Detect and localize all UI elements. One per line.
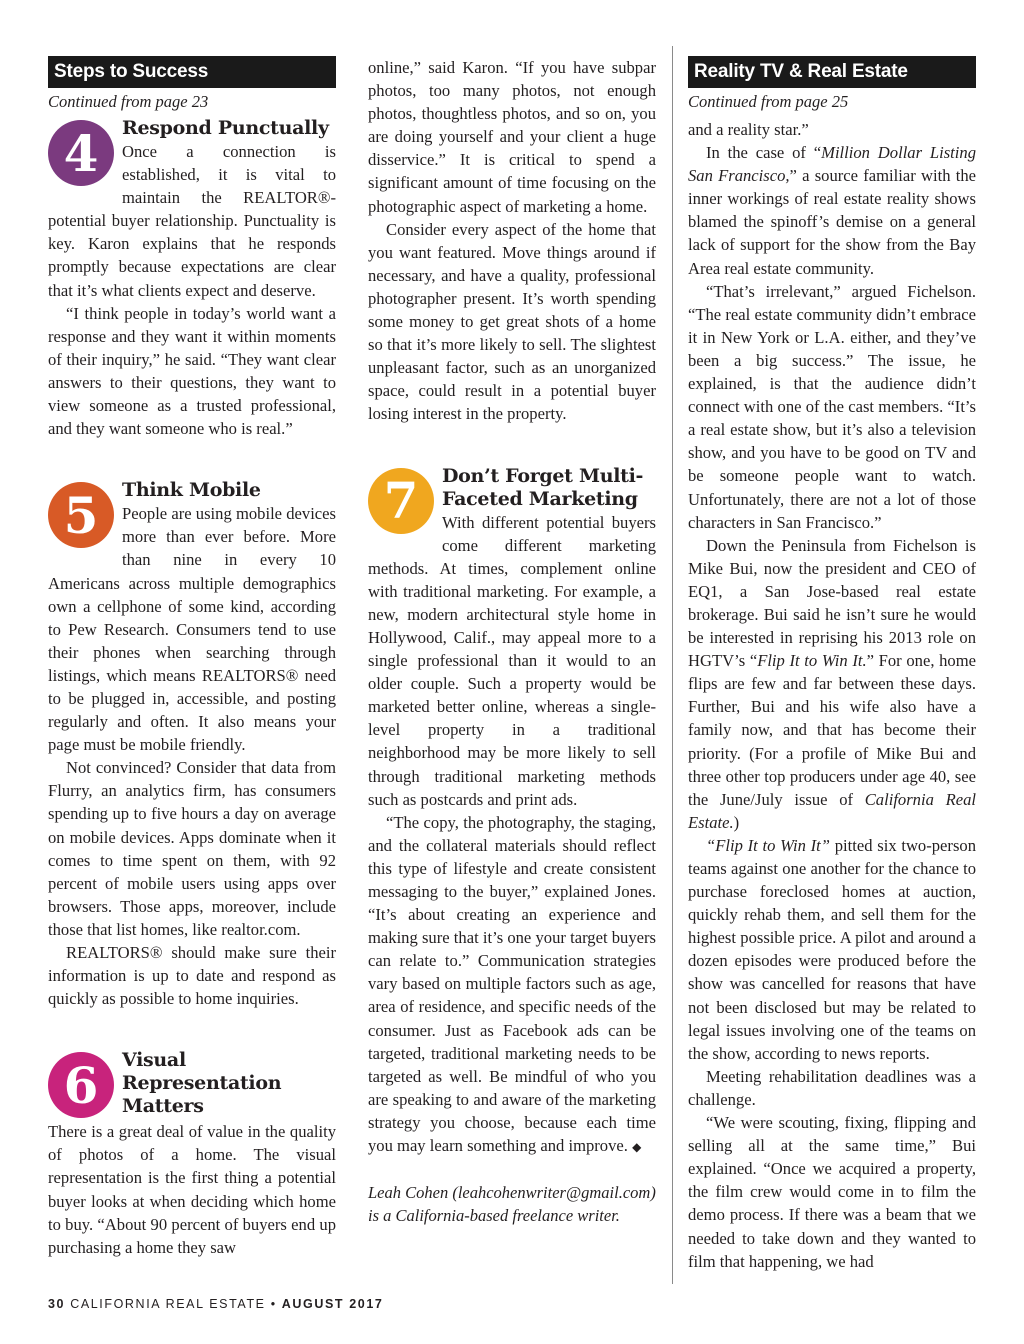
column-right — [688, 56, 976, 1273]
right-paragraph-2 — [688, 141, 976, 280]
column-middle — [368, 56, 656, 1227]
step-6-paragraph-1: There is a great deal of value in the quality of photos of a home. The visual representation is the first thing a potential buyer looks at when deciding which home to buy. “About 90 percent of buyers end up purchasing a home they saw — [48, 1122, 336, 1257]
continued-note: Continued from page 25 — [688, 92, 849, 111]
step-5-paragraph-1: People are using mobile devices more than ever before. More than nine in every 10 Americans across multiple demographics own a cellphone of some kind, according to Pew Research. Consumers tend to use their phones when searching through listings, which means REALTORS® need to be plugged in, accessible, and posting regularly and often. It also means your page must be mobile friendly. — [48, 504, 336, 755]
step-heading-6: Visual Representation Matters — [122, 1049, 282, 1118]
step-4-paragraph-1: Once a connection is established, it is vital to maintain the REALTOR®-potential buyer relationship. Punctuality is key. Karon explains that he responds promptly because expectations are clear that it’s what clients expect and deserve. — [48, 142, 336, 300]
footer-separator: • — [270, 1297, 277, 1311]
text-span: ” For one, home flips are few and far between these days. Further, Bui and his wife also have a family now, and that has become their priority. (For a profile of Mike Bui and three other top producers under age 40, see the June/July issue of — [688, 651, 976, 809]
step-4 — [48, 117, 336, 440]
step-number-4: 4 — [48, 120, 114, 186]
page-number: 30 — [48, 1297, 66, 1311]
section-banner-reality-tv: Reality TV & Real Estate — [688, 56, 976, 88]
page-footer — [48, 1297, 383, 1311]
step-number-5: 5 — [48, 482, 114, 548]
step-7-paragraph-2 — [368, 811, 656, 1159]
text-span: Down the Peninsula from Fichelson is Mike Bui, now the president and CEO of EQ1, a San Jose-based real estate brokerage. Bui said he isn’t sure he would be interested in reprising his 2013 role on HGTV’s “ — [688, 535, 976, 671]
step-5-paragraph-2: Not convinced? Consider that data from Flurry, an analytics firm, has consumers spending up to five hours a day on average on mobile devices. Apps dominate when it comes to time spent on them, with 92 percent of mobile users using apps over browsers. Those apps, moreover, include those that list homes, like realtor.com. — [48, 758, 336, 939]
step-4-paragraph-2: “I think people in today’s world want a response and they want it within moments of their inquiry,” he said. “They want clear answers to their questions, they want to view someone as a trusted professional, and they want someone who is real.” — [48, 303, 336, 439]
column-left — [48, 56, 336, 1259]
step-7-paragraph-1: With different potential buyers come different marketing methods. At times, complement online with traditional marketing. For example, a new, modern architectural style home in Hollywood, Calif., may appeal more to a single professional than it would to an older couple. Such a property would be marketed better online, whereas a single-level property in a traditional neighborhood may be more likely to sell through traditional marketing methods such as postcards and print ads. — [368, 512, 656, 809]
continued-note: Continued from page 23 — [48, 92, 209, 111]
step-heading-5: Think Mobile — [122, 479, 261, 502]
text-span: ) — [733, 812, 740, 832]
right-paragraph-7: “We were scouting, fixing, flipping and selling all at the same time,” Bui explained. “Once we acquired a property, the film crew would come in to film the demo process. If there was a beam that we needed to take down and they wanted to film that happening, we had — [688, 1113, 976, 1271]
step-7-paragraph-2-text: “The copy, the photography, the staging, and the collateral materials should reflect this type of lifestyle and create consistent messaging to the buyer,” explained Jones. “It’s about creating an experience and making sure that it’s one your target buyers can relate to.” Communication strategies vary based on multiple factors such as age, area of residence, and specific needs of the consumer. Just as Facebook ads can be targeted, traditional marketing needs to be targeted as well. Be mindful of who you are speaking to and aware of the marketing strategy you choose, because each time you may learn something and improve. — [368, 812, 656, 1156]
show-title: Flip It to Win It. — [757, 651, 867, 671]
issue-date: AUGUST 2017 — [281, 1297, 384, 1311]
step-6 — [48, 1049, 336, 1259]
step-number-6: 6 — [48, 1052, 114, 1118]
text-span: ” a source familiar with the inner workings of real estate reality shows blamed the spinoff’s demise on a general lack of support for the show from the Bay Area real estate community. — [688, 166, 976, 278]
text-span: In the case of “ — [706, 143, 822, 163]
mid-paragraph-2: Consider every aspect of the home that you want featured. Move things around if necessary, and have a quality, professional photographer present. It’s worth spending some money to get great shots of a home so that it’s more likely to sell. The slightest unpleasant factor, such as an unorganized space, could result in a potential buyer losing interest in the property. — [368, 219, 656, 424]
step-heading-7: Don’t Forget Multi-Faceted Marketing — [442, 464, 644, 510]
section-banner-steps: Steps to Success — [48, 56, 336, 88]
right-paragraph-3: “That’s irrelevant,” argued Fichelson. “The real estate community didn’t embrace it in New York or L.A. either, and they’ve been a big success.” The issue, he explained, is that the audience didn’t connect with one of the cast members. “It’s a real estate show, but it’s also a television show, and you have to be good on TV and be someone people want to watch. Unfortunately, there are not a lot of those characters in San Francisco.” — [688, 281, 976, 532]
author-byline: Leah Cohen (leahcohenwriter@gmail.com) is a California-based freelance writer. — [368, 1183, 656, 1226]
step-7 — [368, 465, 656, 1160]
step-heading-4: Respond Punctually — [122, 117, 329, 139]
show-title: Million Dollar Listing San Francisco, — [688, 143, 976, 186]
end-mark: ◆ — [632, 1140, 642, 1155]
column-divider — [672, 46, 673, 1284]
magazine-title: California Real Estate. — [688, 789, 976, 832]
right-paragraph-6: Meeting rehabilitation deadlines was a challenge. — [688, 1066, 976, 1109]
right-paragraph-5 — [688, 834, 976, 1065]
show-title: “Flip It to Win It” — [706, 835, 831, 855]
text-span: pitted six two-person teams against one another for the chance to purchase foreclosed homes at auction, quickly rehab them, and sell them for the highest possible price. A pilot and around a dozen episodes were produced before the show was cancelled for reasons that have not been disclosed but may be related to legal issues involving one of the teams on the show, according to news reports. — [688, 835, 976, 1063]
step-5 — [48, 479, 336, 1010]
step-number-7: 7 — [368, 468, 434, 534]
mid-paragraph-1: online,” said Karon. “If you have subpar photos, too many photos, not enough photos, thoughtless photos, and so on, you are doing yourself and your client a huge disservice.” It is critical to spend a significant amount of time focusing on the photographic aspect of marketing a home. — [368, 58, 656, 216]
publication-name: CALIFORNIA REAL ESTATE — [70, 1297, 266, 1311]
step-5-paragraph-3: REALTORS® should make sure their information is up to date and respond as quickly as possible to home inquiries. — [48, 943, 336, 1009]
right-paragraph-1: and a reality star.” — [688, 120, 809, 139]
right-paragraph-4 — [688, 534, 976, 834]
